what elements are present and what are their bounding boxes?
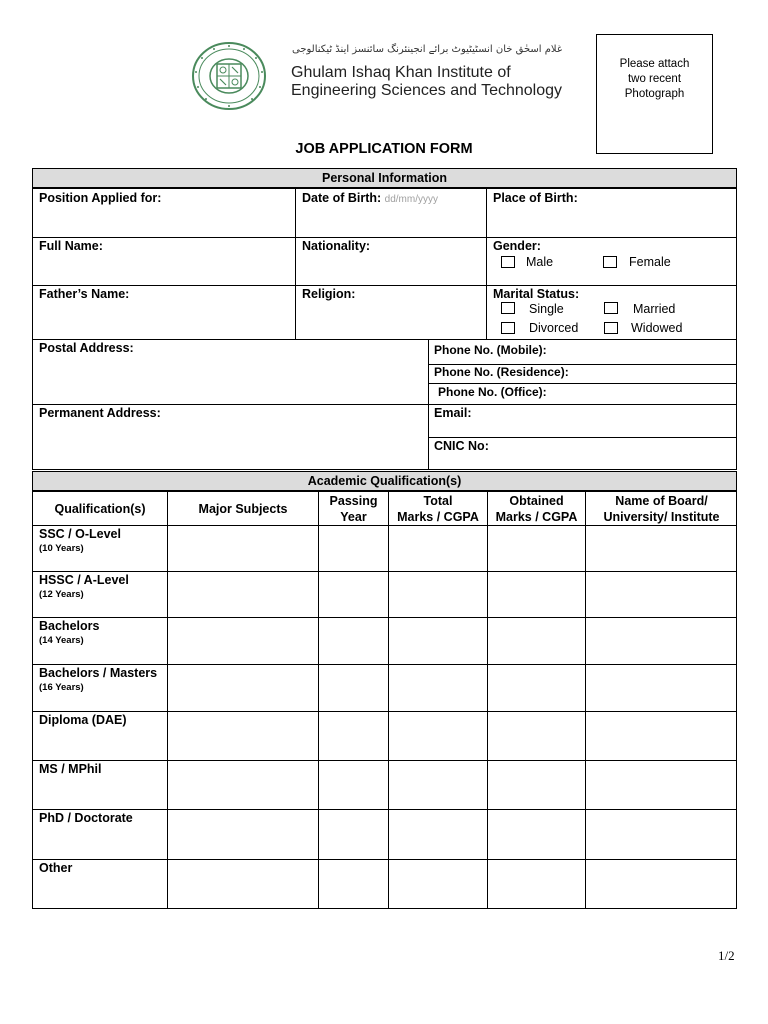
date-of-birth-placeholder: dd/mm/yyyy [384,194,438,205]
marital-widowed-checkbox[interactable] [604,322,618,334]
col-board-line1: Name of Board/ [615,493,708,508]
fathers-name-field[interactable]: Father’s Name: [39,287,130,301]
gender-male-label: Male [526,255,554,269]
col-board-university [586,492,737,525]
gender-label: Gender: [493,239,541,253]
col-obtained-line2: Marks / CGPA [495,509,578,524]
col-board-line2: University/ Institute [603,509,720,524]
row-sub-ssc: (10 Years) [39,543,84,554]
cnic-field[interactable]: CNIC No: [434,439,489,453]
row-label-bachelors-masters: Bachelors / Masters [39,666,158,680]
marital-divorced-checkbox[interactable] [501,322,515,334]
place-of-birth-field[interactable]: Place of Birth: [493,191,578,205]
nationality-field[interactable]: Nationality: [302,239,371,253]
religion-field[interactable]: Religion: [302,287,356,301]
table-row [39,527,121,554]
institute-name-line1: Ghulam Ishaq Khan Institute of [291,64,511,81]
marital-divorced-label: Divorced [529,321,579,335]
table-row [39,762,102,776]
date-of-birth-field[interactable] [302,191,438,205]
col-major-subjects: Major Subjects [198,501,288,516]
gender-female-checkbox[interactable] [603,256,617,268]
table-row [39,713,127,727]
institute-logo [190,42,268,110]
row-label-bachelors: Bachelors [39,619,100,633]
row-sub-hssc: (12 Years) [39,589,84,600]
col-passing-year-line1: Passing [329,493,378,508]
full-name-field[interactable]: Full Name: [39,239,103,253]
institute-name-urdu: غلام اسحٰق خان انسٹیٹیوٹ برائے انجینئرنگ سائنسز اینڈ ٹیکنالوجی [292,44,563,55]
row-label-other: Other [39,861,73,875]
phone-office-field[interactable]: Phone No. (Office): [438,385,547,399]
postal-address-field[interactable]: Postal Address: [39,341,134,355]
marital-widowed-label: Widowed [631,321,683,335]
photo-attachment-box[interactable] [596,34,713,154]
email-field[interactable]: Email: [434,406,472,420]
row-label-phd: PhD / Doctorate [39,811,133,825]
row-label-hssc: HSSC / A-Level [39,573,129,587]
marital-status-label: Marital Status: [493,287,580,301]
table-row [39,861,72,875]
marital-married-checkbox[interactable] [604,302,618,314]
row-label-diploma: Diploma (DAE) [39,713,127,727]
col-total-line2: Marks / CGPA [397,509,479,524]
row-label-ssc: SSC / O-Level [39,527,121,541]
table-row [39,619,99,646]
institute-name-line2: Engineering Sciences and Technology [291,82,563,99]
col-total-line1: Total [423,493,453,508]
phone-residence-field[interactable]: Phone No. (Residence): [434,365,569,379]
form-title: JOB APPLICATION FORM [295,141,473,157]
col-qualification: Qualification(s) [54,501,146,516]
academic-table [32,491,737,909]
photo-note: Please attach two recent Photograph [619,58,690,100]
academic-header [32,471,737,491]
table-row [39,573,129,600]
col-passing-year-line2: Year [340,509,367,524]
academic-title: Academic Qualification(s) [307,474,462,488]
col-passing-year [319,492,388,525]
phone-mobile-field[interactable]: Phone No. (Mobile): [434,343,547,357]
permanent-address-field[interactable]: Permanent Address: [39,406,161,420]
col-total-marks [389,492,487,525]
marital-married-label: Married [633,302,676,316]
col-obtained-line1: Obtained [509,493,564,508]
marital-single-checkbox[interactable] [501,302,515,314]
row-sub-bachelors-masters: (16 Years) [39,682,84,693]
col-obtained-marks [488,492,585,525]
position-applied-field[interactable]: Position Applied for: [39,191,162,205]
table-row [39,666,157,693]
row-sub-bachelors: (14 Years) [39,635,84,646]
page-number: 1/2 [718,948,735,963]
table-row [39,811,133,825]
gender-female-label: Female [629,255,671,269]
gender-male-checkbox[interactable] [501,256,515,268]
marital-single-label: Single [529,302,564,316]
row-label-ms-mphil: MS / MPhil [39,762,102,776]
personal-info-title: Personal Information [321,171,448,185]
date-of-birth-label: Date of Birth: [302,191,382,205]
personal-info-header [32,168,737,188]
